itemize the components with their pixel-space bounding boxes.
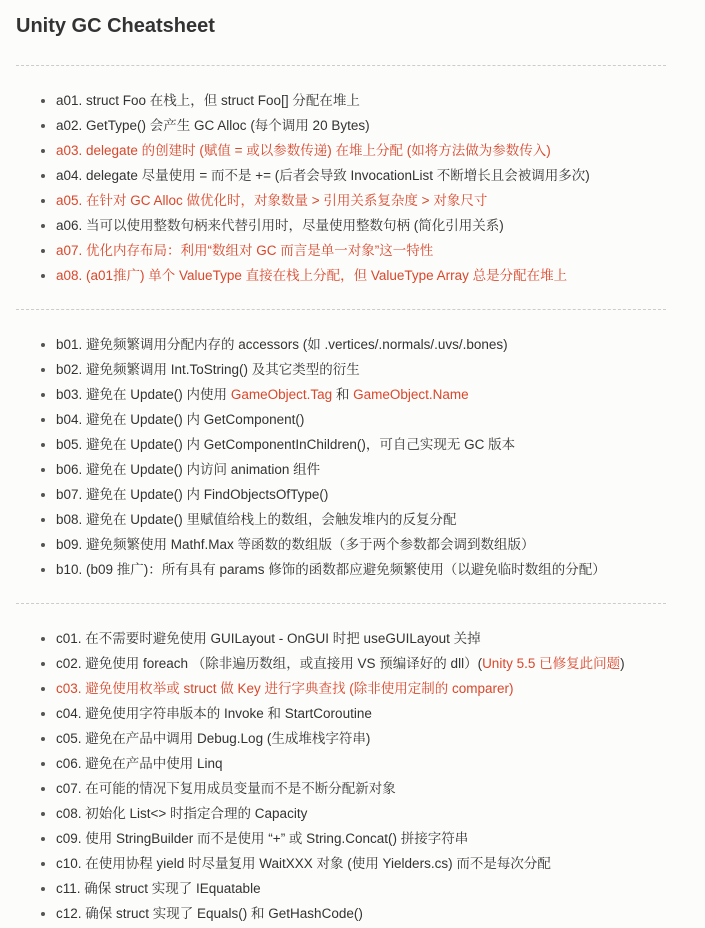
list-item <box>56 407 705 432</box>
list-item <box>56 876 705 901</box>
item-text: c09. 使用 StringBuilder 而不是使用 “+” 或 String.Concat() 拼接字符串 <box>56 831 469 846</box>
list-item <box>56 801 705 826</box>
list-item <box>56 138 705 163</box>
list-item <box>56 238 705 263</box>
item-text: c10. 在使用协程 yield 时尽量复用 WaitXXX 对象 (使用 Yielders.cs) 而不是每次分配 <box>56 856 551 871</box>
highlighted-text: c03. 避免使用枚举或 struct 做 Key 进行字典查找 (除非使用定制的 comparer) <box>56 681 514 696</box>
item-text: c01. 在不需要时避免使用 GUILayout - OnGUI 时把 useGUILayout 关掉 <box>56 631 481 646</box>
list-item <box>56 626 705 651</box>
list-item <box>56 826 705 851</box>
list-item <box>56 851 705 876</box>
item-text: b08. 避免在 Update() 里赋值给栈上的数组，会触发堆内的反复分配 <box>56 512 457 527</box>
item-text: ) <box>620 656 625 671</box>
tips-list-b <box>0 332 705 582</box>
list-item <box>56 507 705 532</box>
section-divider <box>16 65 666 66</box>
item-text: a06. 当可以使用整数句柄来代替引用时，尽量使用整数句柄 (简化引用关系) <box>56 218 504 233</box>
section-divider <box>16 603 666 604</box>
item-text: c05. 避免在产品中调用 Debug.Log (生成堆栈字符串) <box>56 731 371 746</box>
list-item <box>56 163 705 188</box>
highlighted-text: a08. (a01推广) 单个 ValueType 直接在栈上分配，但 ValueType Array 总是分配在堆上 <box>56 268 568 283</box>
list-item <box>56 901 705 926</box>
item-text: b06. 避免在 Update() 内访问 animation 组件 <box>56 462 321 477</box>
item-text: b04. 避免在 Update() 内 GetComponent() <box>56 412 305 427</box>
item-text: b05. 避免在 Update() 内 GetComponentInChildren()，可自己实现无 GC 版本 <box>56 437 516 452</box>
highlighted-text: a07. 优化内存布局：利用“数组对 GC 而言是单一对象”这一特性 <box>56 243 434 258</box>
list-item <box>56 332 705 357</box>
item-text: b01. 避免频繁调用分配内存的 accessors (如 .vertices/.normals/.uvs/.bones) <box>56 337 508 352</box>
item-text: c06. 避免在产品中使用 Linq <box>56 756 223 771</box>
item-text: b10. (b09 推广)：所有具有 params 修饰的函数都应避免频繁使用（以避免临时数组的分配） <box>56 562 606 577</box>
item-text: c08. 初始化 List<> 时指定合理的 Capacity <box>56 806 308 821</box>
highlighted-text: GameObject.Name <box>353 387 469 402</box>
item-text: b07. 避免在 Update() 内 FindObjectsOfType() <box>56 487 329 502</box>
list-item <box>56 432 705 457</box>
list-item <box>56 776 705 801</box>
list-item <box>56 113 705 138</box>
item-text: b03. 避免在 Update() 内使用 <box>56 387 231 402</box>
highlighted-text: GameObject.Tag <box>230 387 333 402</box>
list-item <box>56 188 705 213</box>
item-text: c07. 在可能的情况下复用成员变量而不是不断分配新对象 <box>56 781 396 796</box>
page-title: Unity GC Cheatsheet <box>16 15 215 37</box>
list-item <box>56 382 705 407</box>
item-text: b09. 避免频繁使用 Mathf.Max 等函数的数组版（多于两个参数都会调到数组版） <box>56 537 535 552</box>
highlighted-text: Unity 5.5 已修复此问题 <box>482 656 621 671</box>
item-text: a02. GetType() 会产生 GC Alloc (每个调用 20 Bytes) <box>56 118 370 133</box>
item-text: c04. 避免使用字符串版本的 Invoke 和 StartCoroutine <box>56 706 372 721</box>
list-item <box>56 751 705 776</box>
item-text: a01. struct Foo 在栈上，但 struct Foo[] 分配在堆上 <box>56 93 360 108</box>
item-text: b02. 避免频繁调用 Int.ToString() 及其它类型的衍生 <box>56 362 360 377</box>
list-item <box>56 676 705 701</box>
section-divider <box>16 309 666 310</box>
item-text: a04. delegate 尽量使用 = 而不是 += (后者会导致 InvocationList 不断增长且会被调用多次) <box>56 168 590 183</box>
list-item <box>56 457 705 482</box>
highlighted-text: a03. delegate 的创建时 (赋值 = 或以参数传递) 在堆上分配 (如将方法做为参数传入) <box>56 143 551 158</box>
list-item <box>56 532 705 557</box>
item-text: c11. 确保 struct 实现了 IEquatable <box>56 881 261 896</box>
list-item <box>56 651 705 676</box>
list-item <box>56 263 705 288</box>
highlighted-text: a05. 在针对 GC Alloc 做优化时，对象数量 > 引用关系复杂度 > 对象尺寸 <box>56 193 488 208</box>
item-text: c12. 确保 struct 实现了 Equals() 和 GetHashCode() <box>56 906 363 921</box>
list-item <box>56 482 705 507</box>
tips-list-c <box>0 626 705 926</box>
list-item <box>56 88 705 113</box>
item-text: c02. 避免使用 foreach （除非遍历数组，或直接用 VS 预编译好的 dll）( <box>56 656 483 671</box>
tips-list-a <box>0 88 705 288</box>
list-item <box>56 701 705 726</box>
item-text: 和 <box>332 387 354 402</box>
list-item <box>56 557 705 582</box>
list-item <box>56 213 705 238</box>
list-item <box>56 726 705 751</box>
list-item <box>56 357 705 382</box>
